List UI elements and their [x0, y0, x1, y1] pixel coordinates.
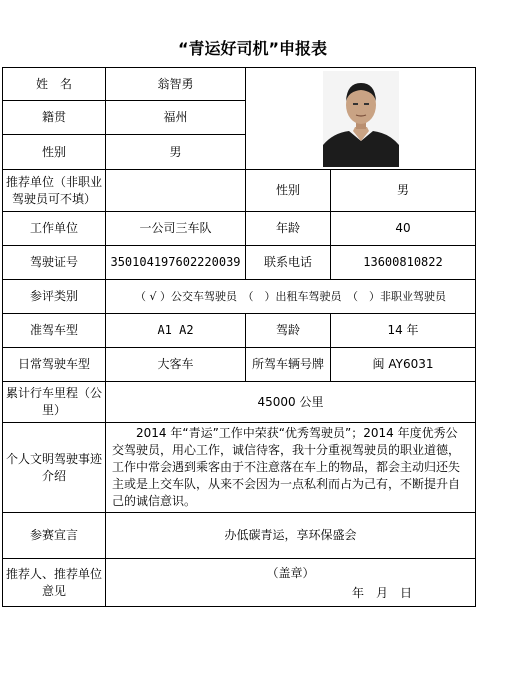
license-label: 驾驶证号 [3, 246, 106, 280]
vehicle-class-value: A1 A2 [106, 314, 246, 348]
mileage-label: 累计行车里程（公里） [3, 382, 106, 423]
plate-label: 所驾车辆号牌 [246, 348, 331, 382]
license-value: 350104197602220039 [106, 246, 246, 280]
signature-label: 推荐人、推荐单位意见 [3, 559, 106, 607]
plate-value: 闽 AY6031 [331, 348, 476, 382]
photo-cell [246, 68, 476, 170]
age-label: 年龄 [246, 212, 331, 246]
age-value: 40 [331, 212, 476, 246]
date-text: 年 月 日 [351, 585, 412, 600]
daily-vehicle-value: 大客车 [106, 348, 246, 382]
gender-label: 性别 [3, 135, 106, 170]
phone-label: 联系电话 [246, 246, 331, 280]
signature-cell [106, 559, 476, 607]
gender2-label: 性别 [246, 170, 331, 212]
deeds-value: 2014 年“青运”工作中荣获“优秀驾驶员”；2014 年度优秀公交驾驶员，用心工作，诚信待客，我十分重视驾驶员的职业道德，工作中常会遇到乘客由于不注意落在车上的物品，都会主动归还失主或是上交车队，从来不会因为一点私利而占为己有，不断提升自己的诚信意识。 [106, 423, 476, 513]
gender2-value: 男 [331, 170, 476, 212]
mileage-value: 45000 公里 [106, 382, 476, 423]
vehicle-class-label: 准驾车型 [3, 314, 106, 348]
work-unit-value: 一公司三车队 [106, 212, 246, 246]
hometown-label: 籍贯 [3, 101, 106, 135]
recommender-unit-value [106, 170, 246, 212]
applicant-photo-image [323, 71, 399, 167]
form-title: “青运好司机”申报表 [177, 39, 328, 58]
applicant-photo [323, 71, 399, 167]
declaration-label: 参赛宣言 [3, 513, 106, 559]
declaration-value: 办低碳青运，享环保盛会 [106, 513, 476, 559]
category-label: 参评类别 [3, 280, 106, 314]
category-value: （ √ ）公交车驾驶员 （ ）出租车驾驶员 （ ）非职业驾驶员 [106, 280, 476, 314]
work-unit-label: 工作单位 [3, 212, 106, 246]
recommender-unit-label: 推荐单位（非职业驾驶员可不填） [3, 170, 106, 212]
deeds-label: 个人文明驾驶事迹介绍 [3, 423, 106, 513]
hometown-value: 福州 [106, 101, 246, 135]
seal-text: （盖章） [266, 565, 315, 580]
daily-vehicle-label: 日常驾驶车型 [3, 348, 106, 382]
name-label: 姓 名 [3, 68, 106, 101]
phone-value: 13600810822 [331, 246, 476, 280]
application-form [2, 67, 476, 607]
gender-value: 男 [106, 135, 246, 170]
name-value: 翁智勇 [106, 68, 246, 101]
driving-years-label: 驾龄 [246, 314, 331, 348]
driving-years-value: 14 年 [331, 314, 476, 348]
